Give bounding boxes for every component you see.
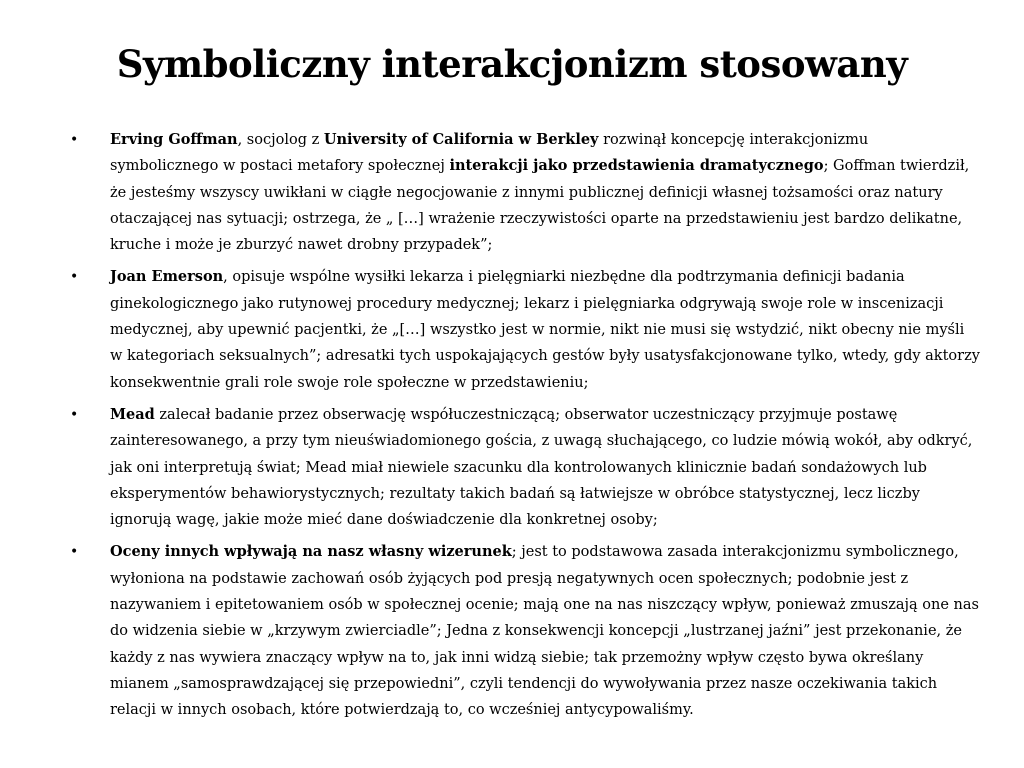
body-text: zalecał badanie przez obserwację współuczestniczącą; obserwator uczestniczący przyjmuje postawę zainteresowanego, a przy tym nieuświadomionego gościa, z uwagą słuchającego, co ludzie mówią wokół, aby odkryć, jak oni interpretują świat; Mead miał niewiele szacunku dla kontrolowanych klinicznie badań sondażowych lub eksperymentów behawiorystycznych; rezultaty takich badań są łatwiejsze w obróbce statystycznej, lecz liczby ignorują wagę, jakie może mieć dane doświadczenie dla konkretnej osoby; — [110, 406, 973, 529]
bullet-icon: • — [70, 132, 79, 148]
bold-text: Joan Emerson — [110, 268, 224, 286]
body-text: , opisuje wspólne wysiłki lekarza i pielęgniarki niezbędne dla podtrzymania definicji badania ginekologicznego jako rutynowej procedury medycznej; lekarz i pielęgniarka odgrywają swoje role w inscenizacji medycznej, aby upewnić pacjentki, że „[…] wszystko jest w normie, nikt nie musi się wstydzić, nikt obecny nie myśli w kategoriach seksualnych”; adresatki tych uspokajających gestów były usatysfakcjonowane tylko, wtedy, gdy aktorzy konsekwentnie grali role swoje role społeczne w przedstawieniu; — [110, 269, 980, 391]
bullet-icon: • — [70, 544, 79, 561]
bold-text: University of California w Berkley — [323, 131, 599, 148]
bold-text: interakcji jako przedstawienia dramatycznego — [449, 157, 824, 175]
bold-text: Oceny innych wpływają na nasz własny wizerunek — [110, 543, 512, 561]
bullet-list — [70, 127, 980, 730]
body-text: ; jest to podstawowa zasada interakcjonizmu symbolicznego, wyłoniona na podstawie zachowań osób żyjących pod presją negatywnych ocen społecznych; podobnie jest z nazywaniem i epitetowaniem osób w społecznej ocenie; mają one na nas niszczący wpływ, ponieważ zmuszają one nas do widzenia siebie w „krzywym zwierciadle”; Jedna z konsekwencji koncepcji „lustrzanej jaźni” jest przekonanie, że każdy z nas wywiera znaczący wpływ na to, jak inni widzą siebie; tak przemożny wpływ często bywa określany mianem „samosprawdzającej się przepowiedni”, czyli tendencji do wywoływania przez nasze oczekiwania takich relacji w innych osobach, które potwierdzają to, co wcześniej antycypowaliśmy. — [110, 544, 979, 719]
bold-text: Mead — [110, 405, 155, 423]
bullet-text — [110, 544, 979, 718]
body-text: rozwinął koncepcję interakcjonizmu symbolicznego w postaci metafory społecznej — [110, 132, 869, 175]
bullet-text — [110, 132, 969, 253]
bullet-text — [110, 407, 972, 528]
bullet-text — [110, 269, 980, 390]
bullet-icon: • — [70, 269, 79, 286]
body-text: , socjolog z — [237, 132, 324, 148]
bullet-icon: • — [70, 406, 79, 423]
bullet-item-mead — [70, 402, 980, 533]
bullet-item-oceny — [70, 539, 980, 723]
bullet-item-goffman — [70, 127, 980, 258]
bold-text: Erving Goffman — [110, 131, 238, 148]
slide-title: Symboliczny interakcjonizm stosowany — [116, 42, 908, 86]
body-text: ; Goffman twierdził, że jesteśmy wszyscy uwikłani w ciągłe negocjowanie z innymi publicznej definicji własnej tożsamości oraz natury otaczającej nas sytuacji; ostrzega, że „ […] wrażenie rzeczywistości oparte na przedstawieniu jest bardzo delikatne, kruche i może je zburzyć nawet drobny przypadek”; — [110, 158, 970, 254]
bullet-item-emerson — [70, 264, 980, 395]
